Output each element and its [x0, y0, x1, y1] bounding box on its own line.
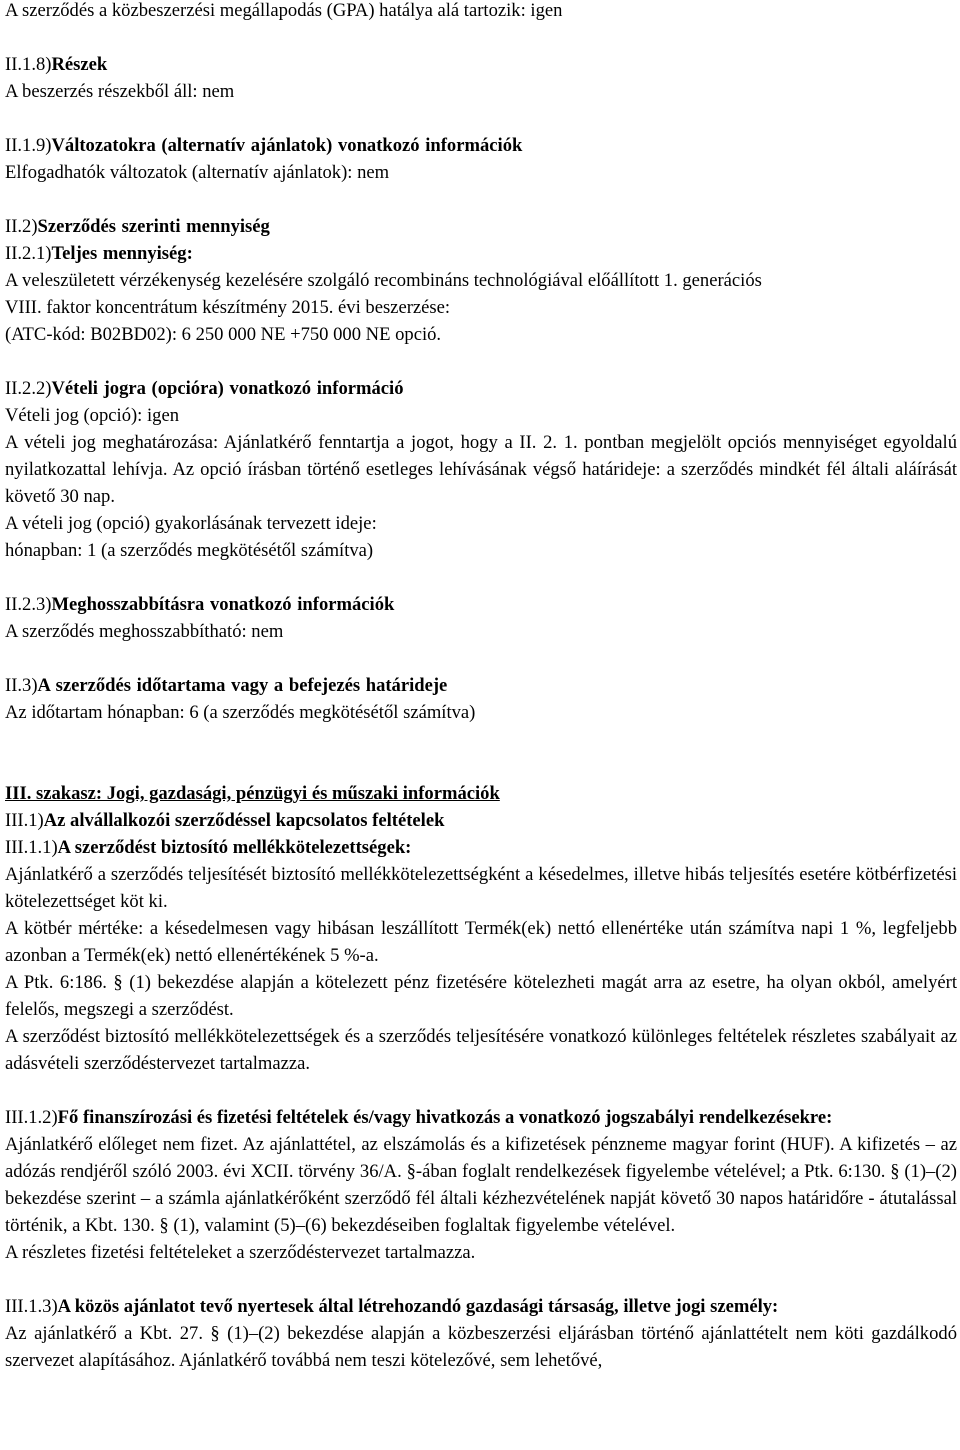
gpa-line: A szerződés a közbeszerzési megállapodás (GPA) hatálya alá tartozik: igen [5, 0, 563, 21]
text-line: Az időtartam hónapban: 6 (a szerződés megkötésétől számítva) [5, 702, 476, 723]
section-title: A szerződés időtartama vagy a befejezés határideje [37, 675, 448, 696]
section-iii [5, 780, 957, 807]
text-line: A veleszületett vérzékenység kezelésére szolgáló recombináns technológiával előállított 1. generációs [5, 270, 762, 291]
section-ii-1-8 [5, 51, 957, 105]
text-line: Elfogadhatók változatok (alternatív ajánlatok): nem [5, 162, 390, 183]
text-line: (ATC-kód: B02BD02): 6 250 000 NE +750 000 NE opció. [5, 324, 442, 345]
section-number: II.3) [5, 675, 38, 696]
section-title: Az alvállalkozói szerződéssel kapcsolatos feltételek [43, 810, 445, 831]
section-ii-2-2 [5, 375, 957, 564]
section-number: III.1) [5, 810, 44, 831]
section-number: II.2.2) [5, 378, 52, 399]
section-ii-1-9 [5, 132, 957, 186]
section-title: Meghosszabbításra vonatkozó információk [51, 594, 395, 615]
paragraph: A kötbér mértéke: a késedelmesen vagy hibásan leszállított Termék(ek) nettó ellenértéke után számítva napi 1 %, legfeljebb azonban a Termék(ek) nettó ellenértékének 5 %-a. [5, 918, 957, 966]
paragraph: Az ajánlatkérő a Kbt. 27. § (1)–(2) bekezdése alapján a közbeszerzési eljárásban történő ajánlattételt nem köti gazdálkodó szervezet alapításához. Ajánlatkérő továbbá nem teszi kötelezővé, sem lehetővé, [5, 1323, 957, 1371]
section-title: Teljes mennyiség: [51, 243, 193, 264]
section-iii-1 [5, 807, 957, 834]
document-page [5, 0, 957, 1374]
paragraph: A szerződést biztosító mellékkötelezettségek és a szerződés teljesítésére vonatkozó különleges feltételek részletes szabályait az adásvételi szerződéstervezet tartalmazza. [5, 1026, 957, 1074]
section-title: Részek [51, 54, 108, 75]
text-line: VIII. faktor koncentrátum készítmény 2015. évi beszerzése: [5, 297, 451, 318]
section-title: Változatokra (alternatív ajánlatok) vonatkozó információk [51, 135, 523, 156]
section-number: II.1.9) [5, 135, 52, 156]
section-number: III.1.2) [5, 1107, 58, 1128]
section-title: Szerződés szerinti mennyiség [37, 216, 270, 237]
section-iii-1-1 [5, 834, 957, 1077]
section-number: II.2.3) [5, 594, 52, 615]
section-number: III.1.1) [5, 837, 58, 858]
section-title: A szerződést biztosító mellékkötelezettségek: [57, 837, 412, 858]
section-ii-2-1 [5, 240, 957, 348]
text-line: A beszerzés részekből áll: nem [5, 81, 235, 102]
paragraph: A Ptk. 6:186. § (1) bekezdése alapján a kötelezett pénz fizetésére kötelezheti magát arra az esetre, ha olyan okból, amelyért felelős, megszegi a szerződést. [5, 972, 957, 1020]
paragraph: Ajánlatkérő előleget nem fizet. Az ajánlattétel, az elszámolás és a kifizetések pénzneme magyar forint (HUF). A kifizetés – az adózás rendjéről szóló 2003. évi XCII. törvény 36/A. §-ában foglalt rendelkezések figyelembe vételével; a Ptk. 6:130. § (1)–(2) bekezdése szerint – a számla ajánlatkérőként szerződő fél általi kézhezvételének napját követő 30 napos határidőre - átutalással történik, a Kbt. 130. § (1), valamint (5)–(6) bekezdéseiben foglaltak figyelembe vételével. [5, 1134, 957, 1236]
section-number: II.2.1) [5, 243, 52, 264]
text-line: A vételi jog (opció) gyakorlásának tervezett ideje: [5, 513, 377, 534]
section-title: Vételi jogra (opcióra) vonatkozó információ [51, 378, 404, 399]
text-line: A részletes fizetési feltételeket a szerződéstervezet tartalmazza. [5, 1242, 476, 1263]
text-line: hónapban: 1 (a szerződés megkötésétől számítva) [5, 540, 374, 561]
text-line: Vételi jog (opció): igen [5, 405, 180, 426]
section-heading: III. szakasz: Jogi, gazdasági, pénzügyi és műszaki információk [5, 783, 500, 804]
section-number: II.2) [5, 216, 38, 237]
section-iii-1-3 [5, 1293, 957, 1374]
section-number: III.1.3) [5, 1296, 58, 1317]
section-title: Fő finanszírozási és fizetési feltételek és/vagy hivatkozás a vonatkozó jogszabályi rendelkezésekre: [57, 1107, 833, 1128]
text-line: A szerződés meghosszabbítható: nem [5, 621, 284, 642]
section-title: A közös ajánlatot tevő nyertesek által létrehozandó gazdasági társaság, illetve jogi személy: [57, 1296, 779, 1317]
paragraph: Ajánlatkérő a szerződés teljesítését biztosító mellékkötelezettségként a késedelmes, illetve hibás teljesítés esetére kötbérfizetési kötelezettséget köt ki. [5, 864, 957, 912]
section-ii-2-3 [5, 591, 957, 645]
section-number: II.1.8) [5, 54, 52, 75]
section-iii-1-2 [5, 1104, 957, 1266]
section-ii-3 [5, 672, 957, 726]
section-ii-2 [5, 213, 957, 240]
paragraph: A vételi jog meghatározása: Ajánlatkérő fenntartja a jogot, hogy a II. 2. 1. pontban megjelölt opciós mennyiséget egyoldalú nyilatkozattal lehívja. Az opció írásban történő esetleges lehívásának végső határideje: a szerződés mindkét fél általi aláírását követő 30 nap. [5, 432, 957, 507]
